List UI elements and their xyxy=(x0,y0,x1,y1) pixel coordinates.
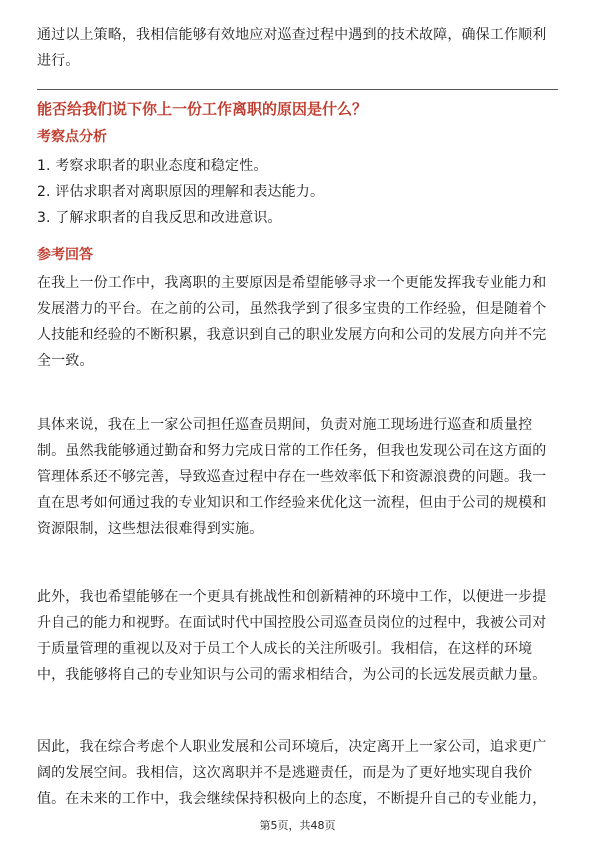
section-divider xyxy=(37,89,558,90)
analysis-item: 1. 考察求职者的职业态度和稳定性。 xyxy=(37,158,268,174)
analysis-heading: 考察点分析 xyxy=(37,129,107,145)
analysis-item: 3. 了解求职者的自我反思和改进意识。 xyxy=(37,210,282,226)
answer-heading: 参考回答 xyxy=(37,247,93,263)
answer-paragraph: 在我上一份工作中，我离职的主要原因是希望能够寻求一个更能发挥我专业能力和发展潜力的平台。在之前的公司，虽然我学到了很多宝贵的工作经验，但是随着个人技能和经验的不断积累，我意识到自己的职业发展方向和公司的发展方向并不完全一致。 xyxy=(37,275,547,369)
answer-paragraph: 具体来说，我在上一家公司担任巡查员期间，负责对施工现场进行巡查和质量控制。虽然我能够通过勤奋和努力完成日常的工作任务，但我也发现公司在这方面的管理体系还不够完善，导致巡查过程中存在一些效率低下和资源浪费的问题。我一直在思考如何通过我的专业知识和工作经验来优化这一流程，但由于公司的规模和资源限制，这些想法很难得到实施。 xyxy=(37,417,547,537)
interview-question: 能否给我们说下你上一份工作离职的原因是什么？ xyxy=(37,100,368,118)
intro-paragraph: 通过以上策略，我相信能够有效地应对巡查过程中遇到的技术故障，确保工作顺利进行。 xyxy=(37,27,547,69)
analysis-list xyxy=(37,153,324,231)
analysis-item: 2. 评估求职者对离职原因的理解和表达能力。 xyxy=(37,184,325,200)
answer-paragraph: 因此，我在综合考虑个人职业发展和公司环境后，决定离开上一家公司，追求更广阔的发展空间。我相信，这次离职并不是逃避责任，而是为了更好地实现自我价值。在未来的工作中，我会继续保持积极向上的态度，不断提升自己的专业能力， xyxy=(37,739,547,807)
page-number: 第5页，共48页 xyxy=(259,819,336,832)
answer-paragraph: 此外，我也希望能够在一个更具有挑战性和创新精神的环境中工作，以便进一步提升自己的能力和视野。在面试时代中国控股公司巡查员岗位的过程中，我被公司对于质量管理的重视以及对于员工个人成长的关注所吸引。我相信，在这样的环境中，我能够将自己的专业知识与公司的需求相结合，为公司的长远发展贡献力量。 xyxy=(37,589,547,683)
